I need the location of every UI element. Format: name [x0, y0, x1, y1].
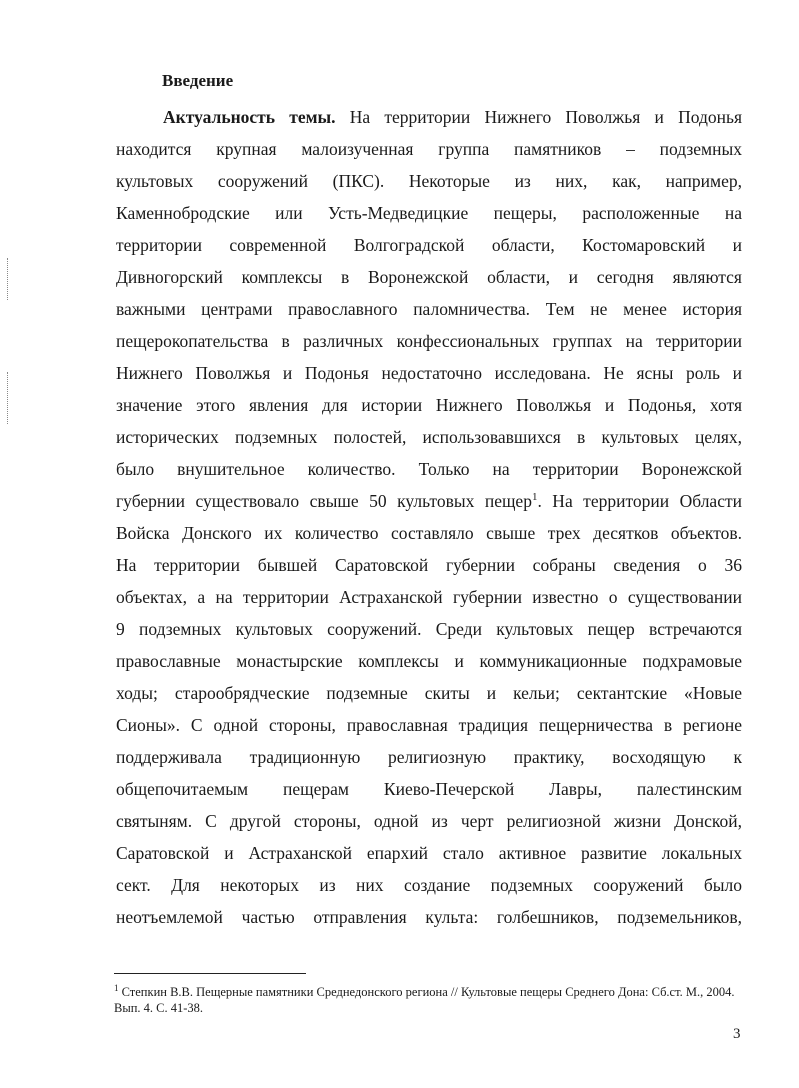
footnote — [114, 984, 754, 1016]
paragraph-line: Нижнего Поволжья и Подонья недостаточно исследована. Не ясны роль и — [116, 363, 742, 383]
section-heading: Введение — [162, 71, 234, 90]
footnote-number: 1 — [114, 982, 119, 993]
paragraph-line: было внушительное количество. Только на территории Воронежской — [116, 459, 742, 479]
paragraph-line: территории современной Волгоградской области, Костомаровский и — [116, 235, 742, 255]
paragraph-line: Каменнобродские или Усть-Медведицкие пещеры, расположенные на — [116, 203, 742, 223]
footnote-reference[interactable]: 1 — [531, 491, 538, 504]
paragraph-line: важными центрами православного паломничества. Тем не менее история — [116, 299, 742, 319]
paragraph-line: православные монастырские комплексы и коммуникационные подхрамовые — [116, 651, 742, 671]
footnote-divider — [114, 973, 306, 974]
paragraph-line-text: . На территории Области — [537, 491, 742, 511]
paragraph-line: Войска Донского их количество составляло свыше трех десятков объектов. — [116, 523, 742, 543]
paragraph-line: сект. Для некоторых из них создание подземных сооружений было — [116, 875, 742, 895]
paragraph-line-text: На территории Нижнего Поволжья и Подонья — [335, 107, 742, 127]
paragraph-line — [116, 485, 742, 517]
paragraph-line: Дивногорский комплексы в Воронежской области, и сегодня являются — [116, 267, 742, 287]
scan-artifact — [7, 372, 9, 424]
footnote-text: Степкин В.В. Пещерные памятники Среднедонского региона // Культовые пещеры Среднего Дона: Сб.ст. М., 2004. Вып. 4. С. 41-38. — [114, 985, 735, 1015]
body-paragraph — [116, 101, 742, 933]
paragraph-lead: Актуальность темы. — [163, 107, 336, 127]
page-number: 3 — [733, 1026, 741, 1042]
paragraph-line: 9 подземных культовых сооружений. Среди культовых пещер встречаются — [116, 619, 742, 639]
paragraph-line-text: губернии существовало свыше 50 культовых пещер — [116, 491, 532, 511]
paragraph-line: Саратовской и Астраханской епархий стало активное развитие локальных — [116, 843, 742, 863]
paragraph-line: исторических подземных полостей, использовавшихся в культовых целях, — [116, 427, 742, 447]
paragraph-line: находится крупная малоизученная группа памятников – подземных — [116, 139, 742, 159]
paragraph-line: святыням. С другой стороны, одной из черт религиозной жизни Донской, — [116, 811, 742, 831]
scan-artifact — [7, 258, 9, 300]
paragraph-line: неотъемлемой частью отправления культа: голбешников, подземельников, — [116, 907, 742, 927]
paragraph-line: значение этого явления для истории Нижнего Поволжья и Подонья, хотя — [116, 395, 742, 415]
paragraph-line: На территории бывшей Саратовской губернии собраны сведения о 36 — [116, 555, 742, 575]
paragraph-line: пещерокопательства в различных конфессиональных группах на территории — [116, 331, 742, 351]
paragraph-line: объектах, а на территории Астраханской губернии известно о существовании — [116, 587, 742, 607]
paragraph-line — [116, 101, 742, 133]
paragraph-line: ходы; старообрядческие подземные скиты и кельи; сектантские «Новые — [116, 683, 742, 703]
paragraph-line: общепочитаемым пещерам Киево-Печерской Лавры, палестинским — [116, 779, 742, 799]
paragraph-line: Сионы». С одной стороны, православная традиция пещерничества в регионе — [116, 715, 742, 735]
paragraph-line: поддерживала традиционную религиозную практику, восходящую к — [116, 747, 742, 767]
paragraph-line: культовых сооружений (ПКС). Некоторые из них, как, например, — [116, 171, 742, 191]
